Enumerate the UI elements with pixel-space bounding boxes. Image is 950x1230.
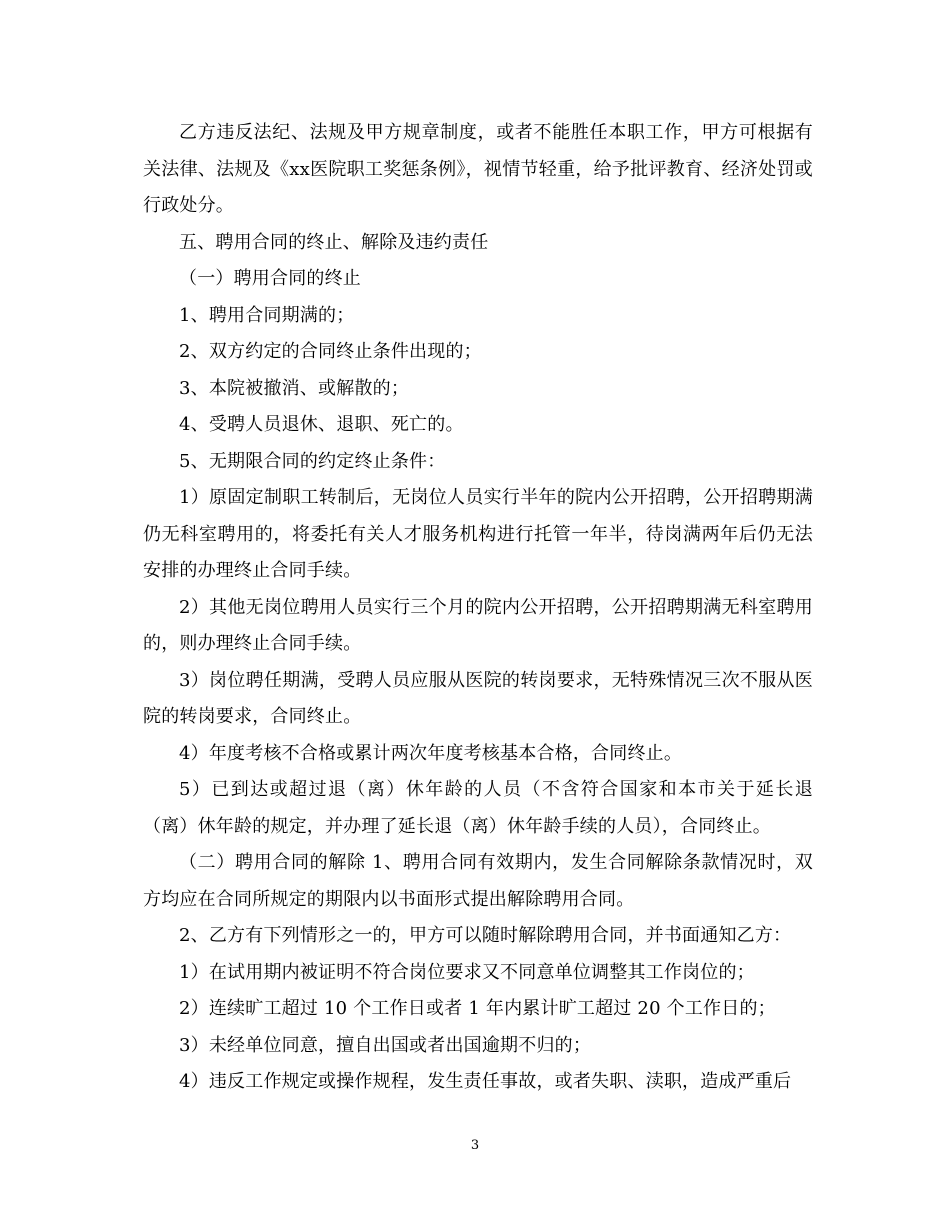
list-item: 4、受聘人员退休、退职、死亡的。 bbox=[179, 414, 464, 435]
list-item: 2、双方约定的合同终止条件出现的； bbox=[179, 341, 482, 362]
section-heading-termination: 五、聘用合同的终止、解除及违约责任 bbox=[179, 231, 489, 253]
list-item: 3、本院被撤消、或解散的； bbox=[179, 377, 410, 399]
list-item: 1）原固定制职工转制后，无岗位人员实行半年的院内公开招聘，公开招聘期满仍无科室聘用的，将委托有关人才服务机构进行托管一年半，待岗满两年后仍无法安排的办理终止合同手续。 bbox=[143, 487, 813, 581]
page-number: 3 bbox=[470, 1138, 480, 1153]
list-item: 3）未经单位同意，擅自出国或者出国逾期不归的； bbox=[179, 1034, 592, 1056]
subsection-heading-termination: （一）聘用合同的终止 bbox=[179, 268, 361, 289]
list-item: 4）年度考核不合格或累计两次年度考核基本合格，合同终止。 bbox=[179, 742, 683, 764]
list-item: 1、聘用合同期满的； bbox=[179, 304, 355, 326]
document-body bbox=[143, 115, 813, 1101]
list-item: 3）岗位聘任期满，受聘人员应服从医院的转岗要求，无特殊情况三次不服从医院的转岗要求，合同终止。 bbox=[143, 669, 813, 727]
list-item: 1）在试用期内被证明不符合岗位要求又不同意单位调整其工作岗位的； bbox=[179, 961, 755, 983]
list-item: 5）已到达或超过退（离）休年龄的人员（不含符合国家和本市关于延长退（离）休年龄的规定，并办理了延长退（离）休年龄手续的人员），合同终止。 bbox=[143, 779, 813, 837]
subsection-heading-dissolution: （二）聘用合同的解除 1、聘用合同有效期内，发生合同解除条款情况时，双方均应在合同所规定的期限内以书面形式提出解除聘用合同。 bbox=[143, 852, 813, 910]
paragraph-discipline: 乙方违反法纪、法规及甲方规章制度，或者不能胜任本职工作，甲方可根据有关法律、法规及《xx医院职工奖惩条例》，视情节轻重，给予批评教育、经济处罚或行政处分。 bbox=[143, 122, 813, 216]
list-item: 4）违反工作规定或操作规程，发生责任事故，或者失职、渎职，造成严重后 bbox=[179, 1071, 792, 1092]
list-item: 2）连续旷工超过 10 个工作日或者 1 年内累计旷工超过 20 个工作日的； bbox=[179, 998, 776, 1019]
list-item: 5、无期限合同的约定终止条件： bbox=[179, 450, 446, 472]
list-item: 2）其他无岗位聘用人员实行三个月的院内公开招聘，公开招聘期满无科室聘用的，则办理终止合同手续。 bbox=[143, 596, 813, 654]
list-item: 2、乙方有下列情形之一的，甲方可以随时解除聘用合同，并书面通知乙方： bbox=[179, 925, 792, 946]
